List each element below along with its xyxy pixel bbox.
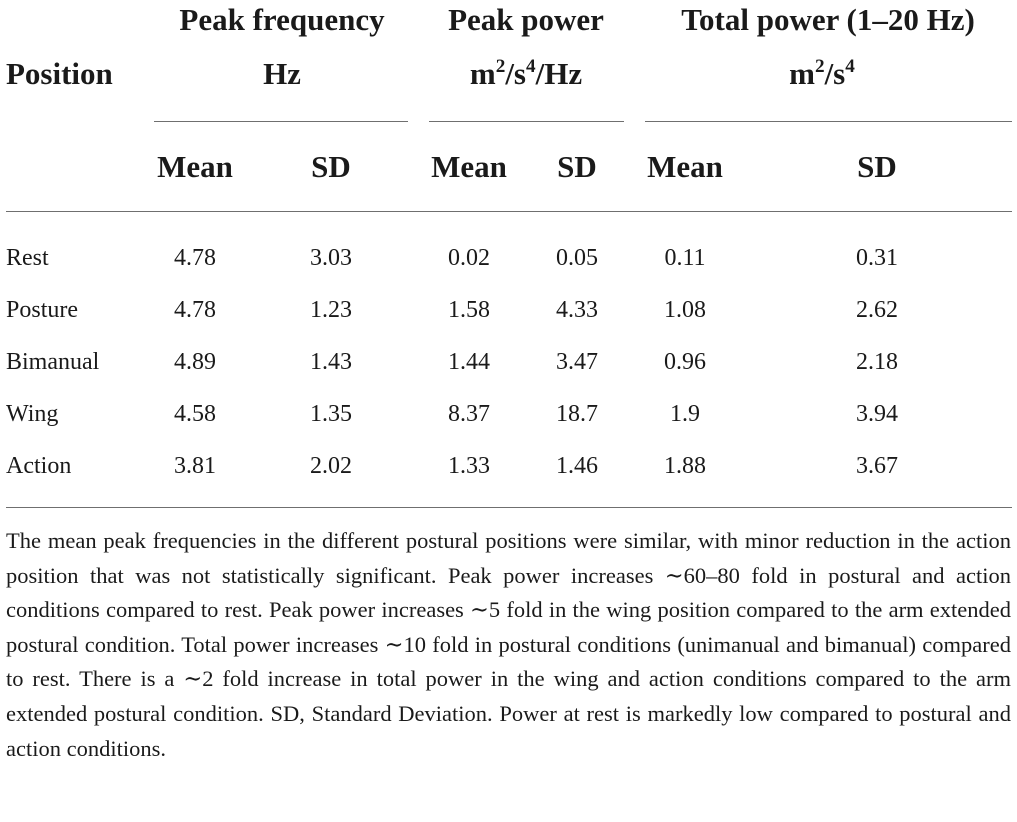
subheader-mean: Mean <box>431 149 507 184</box>
group-rule-peak-frequency <box>154 121 408 122</box>
table-cell: 0.11 <box>664 245 706 271</box>
unit-tail: /Hz <box>535 56 583 91</box>
table-bottom-rule <box>6 507 1012 508</box>
table-cell: 1.58 <box>448 297 490 323</box>
table-cell: 1.9 <box>670 401 700 427</box>
group-unit-peak-power <box>470 58 582 89</box>
unit-mid: /s <box>824 56 846 91</box>
table-cell: 1.35 <box>310 401 352 427</box>
table-cell: 4.78 <box>174 297 216 323</box>
table-cell: 4.78 <box>174 245 216 271</box>
subheader-mean: Mean <box>157 149 233 184</box>
table-cell: 4.58 <box>174 401 216 427</box>
table-cell: 1.46 <box>556 453 598 479</box>
unit-text: Hz <box>263 56 301 91</box>
subheader-sd: SD <box>311 149 351 184</box>
table-cell: 2.62 <box>856 297 898 323</box>
column-header-position: Position <box>6 56 113 91</box>
table-cell: 2.18 <box>856 349 898 375</box>
group-unit-total-power <box>789 58 855 89</box>
group-unit-peak-frequency <box>263 58 301 89</box>
unit-base: m <box>789 56 815 91</box>
unit-exponent-2: 4 <box>526 56 536 78</box>
group-header-peak-power: Peak power <box>448 2 604 37</box>
row-label: Wing <box>6 401 59 427</box>
group-rule-total-power <box>645 121 1012 122</box>
table-cell: 4.33 <box>556 297 598 323</box>
subheader-mean: Mean <box>647 149 723 184</box>
header-rule <box>6 211 1012 212</box>
table-cell: 1.23 <box>310 297 352 323</box>
table-cell: 1.88 <box>664 453 706 479</box>
table-cell: 4.89 <box>174 349 216 375</box>
row-label: Action <box>6 453 72 479</box>
table-footnote: The mean peak frequencies in the different postural positions were similar, with minor reduction in the action position that was not statistically significant. Peak power increases ∼60–80 fold in postural and action conditions compared to rest. Peak power increases ∼5 fold in the wing position compared to the arm extended postural condition. Total power increases ∼10 fold in postural conditions (unimanual and bimanual) compared to rest. There is a ∼2 fold increase in total power in the wing and action conditions compared to the arm extended postural condition. SD, Standard Deviation. Power at rest is markedly low compared to postural and action conditions. <box>6 528 1011 761</box>
row-label: Bimanual <box>6 349 100 375</box>
table-cell: 0.96 <box>664 349 706 375</box>
table-cell: 18.7 <box>556 401 598 427</box>
table-cell: 0.05 <box>556 245 598 271</box>
table-cell: 1.43 <box>310 349 352 375</box>
table-cell: 1.33 <box>448 453 490 479</box>
table-cell: 3.47 <box>556 349 598 375</box>
subheader-sd: SD <box>857 149 897 184</box>
table-cell: 3.94 <box>856 401 898 427</box>
unit-base: m <box>469 56 496 91</box>
unit-exponent: 2 <box>814 56 825 78</box>
table-cell: 2.02 <box>310 453 352 479</box>
row-label: Rest <box>6 245 49 271</box>
table-cell: 0.02 <box>448 245 490 271</box>
table-cell: 3.03 <box>310 245 352 271</box>
row-label: Posture <box>6 297 78 323</box>
group-header-peak-frequency: Peak frequency <box>179 2 385 37</box>
unit-mid: /s <box>505 56 527 91</box>
table-cell: 8.37 <box>448 401 490 427</box>
table-cell: 1.44 <box>448 349 490 375</box>
group-rule-peak-power <box>429 121 624 122</box>
group-header-total-power: Total power (1–20 Hz) <box>681 2 975 37</box>
unit-exponent: 2 <box>495 56 506 78</box>
table-cell: 3.67 <box>856 453 898 479</box>
table-cell: 0.31 <box>856 245 898 271</box>
subheader-sd: SD <box>557 149 597 184</box>
unit-exponent-2: 4 <box>845 56 855 78</box>
table-cell: 1.08 <box>664 297 706 323</box>
table-cell: 3.81 <box>174 453 216 479</box>
